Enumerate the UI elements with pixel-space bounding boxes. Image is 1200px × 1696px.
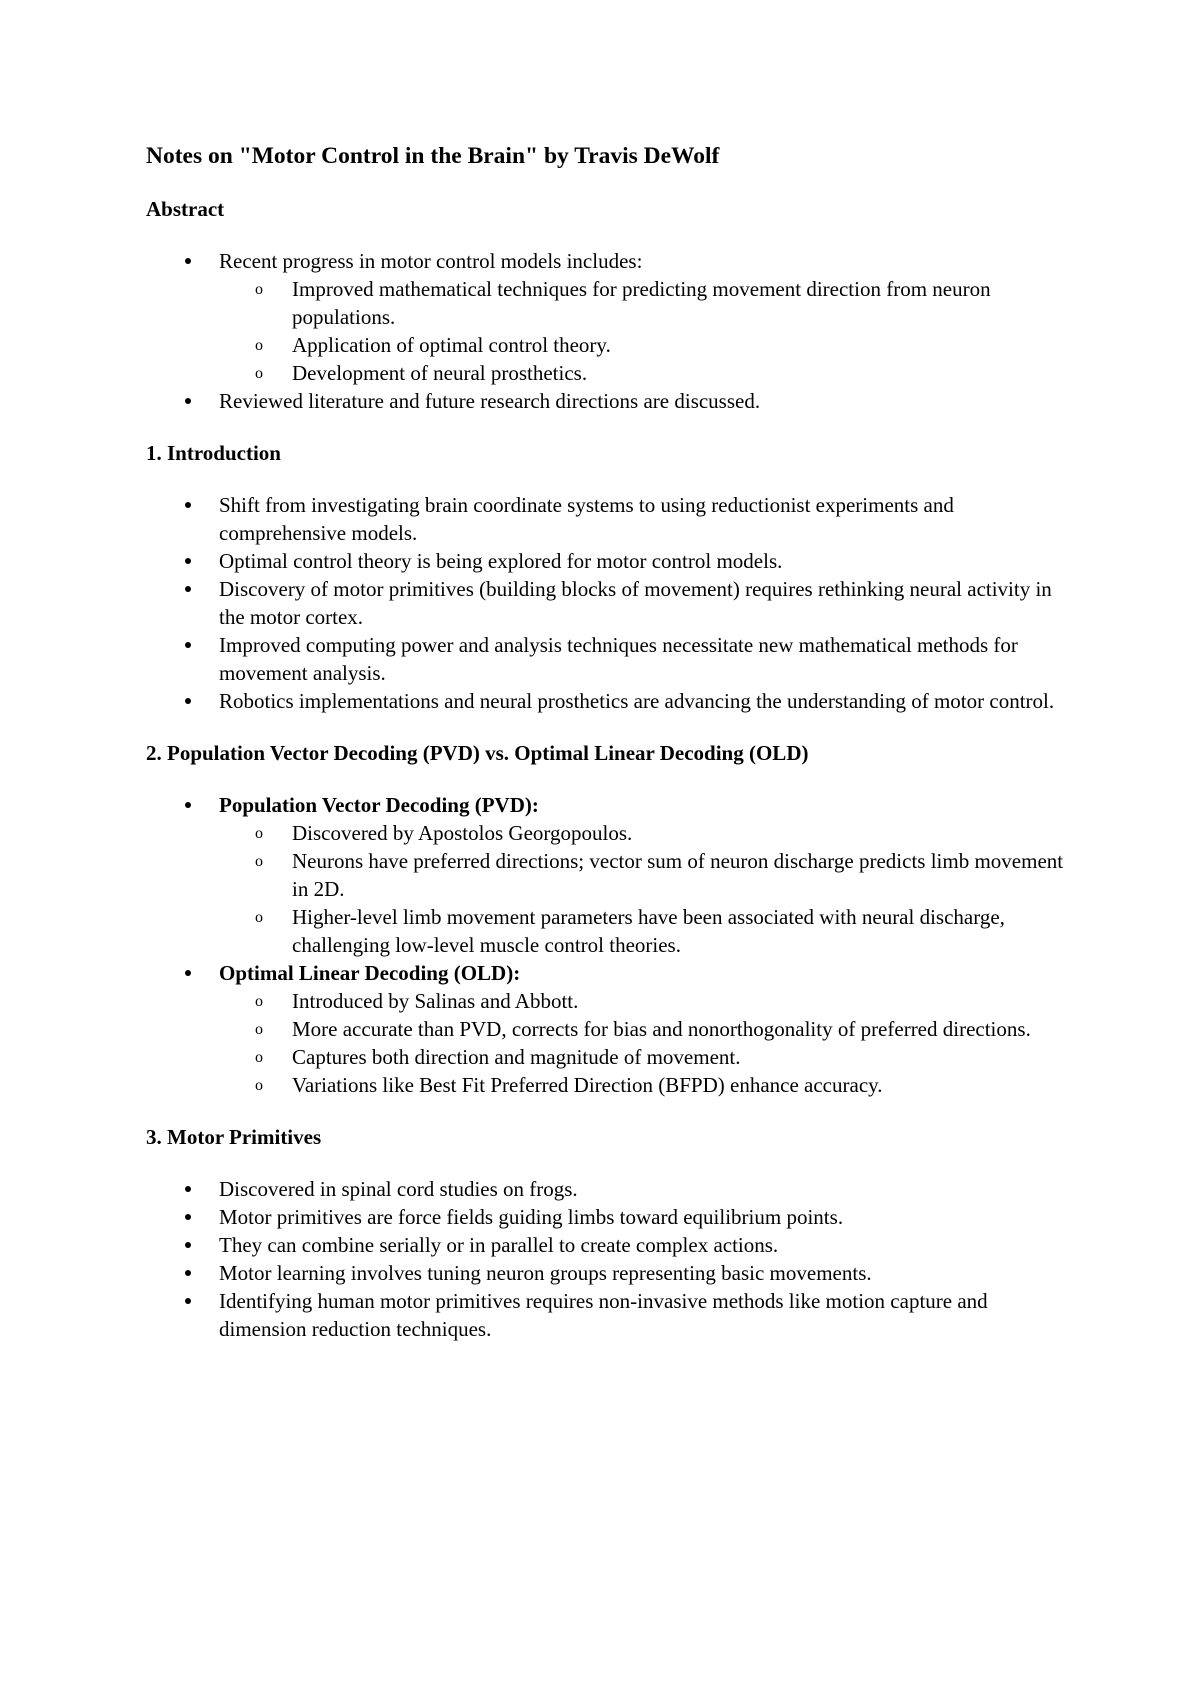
list-item <box>146 491 1066 547</box>
sub-list-item <box>219 359 1066 387</box>
bullet-icon <box>183 959 193 987</box>
bullet-icon <box>183 247 193 275</box>
bullet-icon <box>183 687 193 715</box>
sub-list-item <box>219 847 1066 903</box>
list-item <box>146 631 1066 687</box>
list-item-text: Discovery of motor primitives (building blocks of movement) requires rethinking neural activity in the motor cortex. <box>219 577 1052 629</box>
circle-bullet-icon: o <box>255 1077 263 1094</box>
bullet-icon <box>183 791 193 819</box>
sub-list-item-text: Captures both direction and magnitude of movement. <box>292 1045 741 1069</box>
circle-bullet-icon: o <box>255 1049 263 1066</box>
bullet-icon <box>183 491 193 519</box>
document-title: Notes on "Motor Control in the Brain" by Travis DeWolf <box>146 143 720 169</box>
pvd-label: Population Vector Decoding (PVD): <box>219 793 539 817</box>
decoding-list <box>146 791 1066 1099</box>
list-item-text: Shift from investigating brain coordinate systems to using reductionist experiments and comprehensive models. <box>219 493 954 545</box>
list-item-text: Recent progress in motor control models includes: <box>219 249 643 273</box>
sub-list-item <box>219 1015 1066 1043</box>
list-item <box>146 247 1066 387</box>
sub-list-item-text: More accurate than PVD, corrects for bias and nonorthogonality of preferred directions. <box>292 1017 1031 1041</box>
list-item-text: Motor primitives are force fields guiding limbs toward equilibrium points. <box>219 1205 844 1229</box>
bullet-icon <box>183 575 193 603</box>
sub-list-item-text: Neurons have preferred directions; vector sum of neuron discharge predicts limb movement in 2D. <box>292 849 1064 901</box>
sub-list-item-text: Improved mathematical techniques for predicting movement direction from neuron populations. <box>292 277 991 329</box>
bullet-icon <box>183 631 193 659</box>
circle-bullet-icon: o <box>255 365 263 382</box>
circle-bullet-icon: o <box>255 281 263 298</box>
circle-bullet-icon: o <box>255 909 263 926</box>
list-item <box>146 547 1066 575</box>
list-item-text: Discovered in spinal cord studies on frogs. <box>219 1177 578 1201</box>
motor-primitives-list <box>146 1175 1066 1343</box>
sub-list-item <box>219 1043 1066 1071</box>
circle-bullet-icon: o <box>255 1021 263 1038</box>
section-heading-motor-primitives: 3. Motor Primitives <box>146 1125 322 1149</box>
section-heading-abstract: Abstract <box>146 197 225 221</box>
list-item-text: They can combine serially or in parallel to create complex actions. <box>219 1233 779 1257</box>
list-item-text: Identifying human motor primitives requires non-invasive methods like motion capture and dimension reduction techniques. <box>219 1289 988 1341</box>
circle-bullet-icon: o <box>255 825 263 842</box>
bullet-icon <box>183 387 193 415</box>
bullet-icon <box>183 1287 193 1315</box>
list-item <box>146 387 1066 415</box>
sub-list-item-text: Introduced by Salinas and Abbott. <box>292 989 579 1013</box>
section-heading-decoding: 2. Population Vector Decoding (PVD) vs. Optimal Linear Decoding (OLD) <box>146 741 809 765</box>
list-item <box>146 791 1066 959</box>
list-item <box>146 1287 1066 1343</box>
list-item-text: Robotics implementations and neural prosthetics are advancing the understanding of motor control. <box>219 689 1055 713</box>
sub-list-item <box>219 275 1066 331</box>
bullet-icon <box>183 1203 193 1231</box>
sub-list-item <box>219 1071 1066 1099</box>
list-item-text: Reviewed literature and future research directions are discussed. <box>219 389 761 413</box>
bullet-icon <box>183 1175 193 1203</box>
abstract-list <box>146 247 1066 415</box>
bullet-icon <box>183 1231 193 1259</box>
old-label: Optimal Linear Decoding (OLD): <box>219 961 521 985</box>
circle-bullet-icon: o <box>255 993 263 1010</box>
sub-list <box>219 987 1066 1099</box>
sub-list <box>219 275 1066 387</box>
sub-list-item <box>219 331 1066 359</box>
sub-list-item-text: Variations like Best Fit Preferred Direction (BFPD) enhance accuracy. <box>292 1073 883 1097</box>
circle-bullet-icon: o <box>255 853 263 870</box>
list-item <box>146 1259 1066 1287</box>
list-item <box>146 1175 1066 1203</box>
sub-list <box>219 819 1066 959</box>
bullet-icon <box>183 1259 193 1287</box>
section-heading-introduction: 1. Introduction <box>146 441 281 465</box>
list-item <box>146 687 1066 715</box>
sub-list-item <box>219 987 1066 1015</box>
sub-list-item <box>219 819 1066 847</box>
sub-list-item-text: Development of neural prosthetics. <box>292 361 588 385</box>
list-item-text: Motor learning involves tuning neuron groups representing basic movements. <box>219 1261 872 1285</box>
list-item-text: Optimal control theory is being explored for motor control models. <box>219 549 783 573</box>
document-page <box>146 141 1066 1367</box>
sub-list-item-text: Higher-level limb movement parameters have been associated with neural discharge, challenging low-level muscle control theories. <box>292 905 1005 957</box>
list-item <box>146 575 1066 631</box>
sub-list-item-text: Application of optimal control theory. <box>292 333 611 357</box>
circle-bullet-icon: o <box>255 337 263 354</box>
sub-list-item-text: Discovered by Apostolos Georgopoulos. <box>292 821 633 845</box>
list-item-text: Improved computing power and analysis techniques necessitate new mathematical methods for movement analysis. <box>219 633 1018 685</box>
bullet-icon <box>183 547 193 575</box>
sub-list-item <box>219 903 1066 959</box>
introduction-list <box>146 491 1066 715</box>
list-item <box>146 1203 1066 1231</box>
list-item <box>146 1231 1066 1259</box>
list-item <box>146 959 1066 1099</box>
